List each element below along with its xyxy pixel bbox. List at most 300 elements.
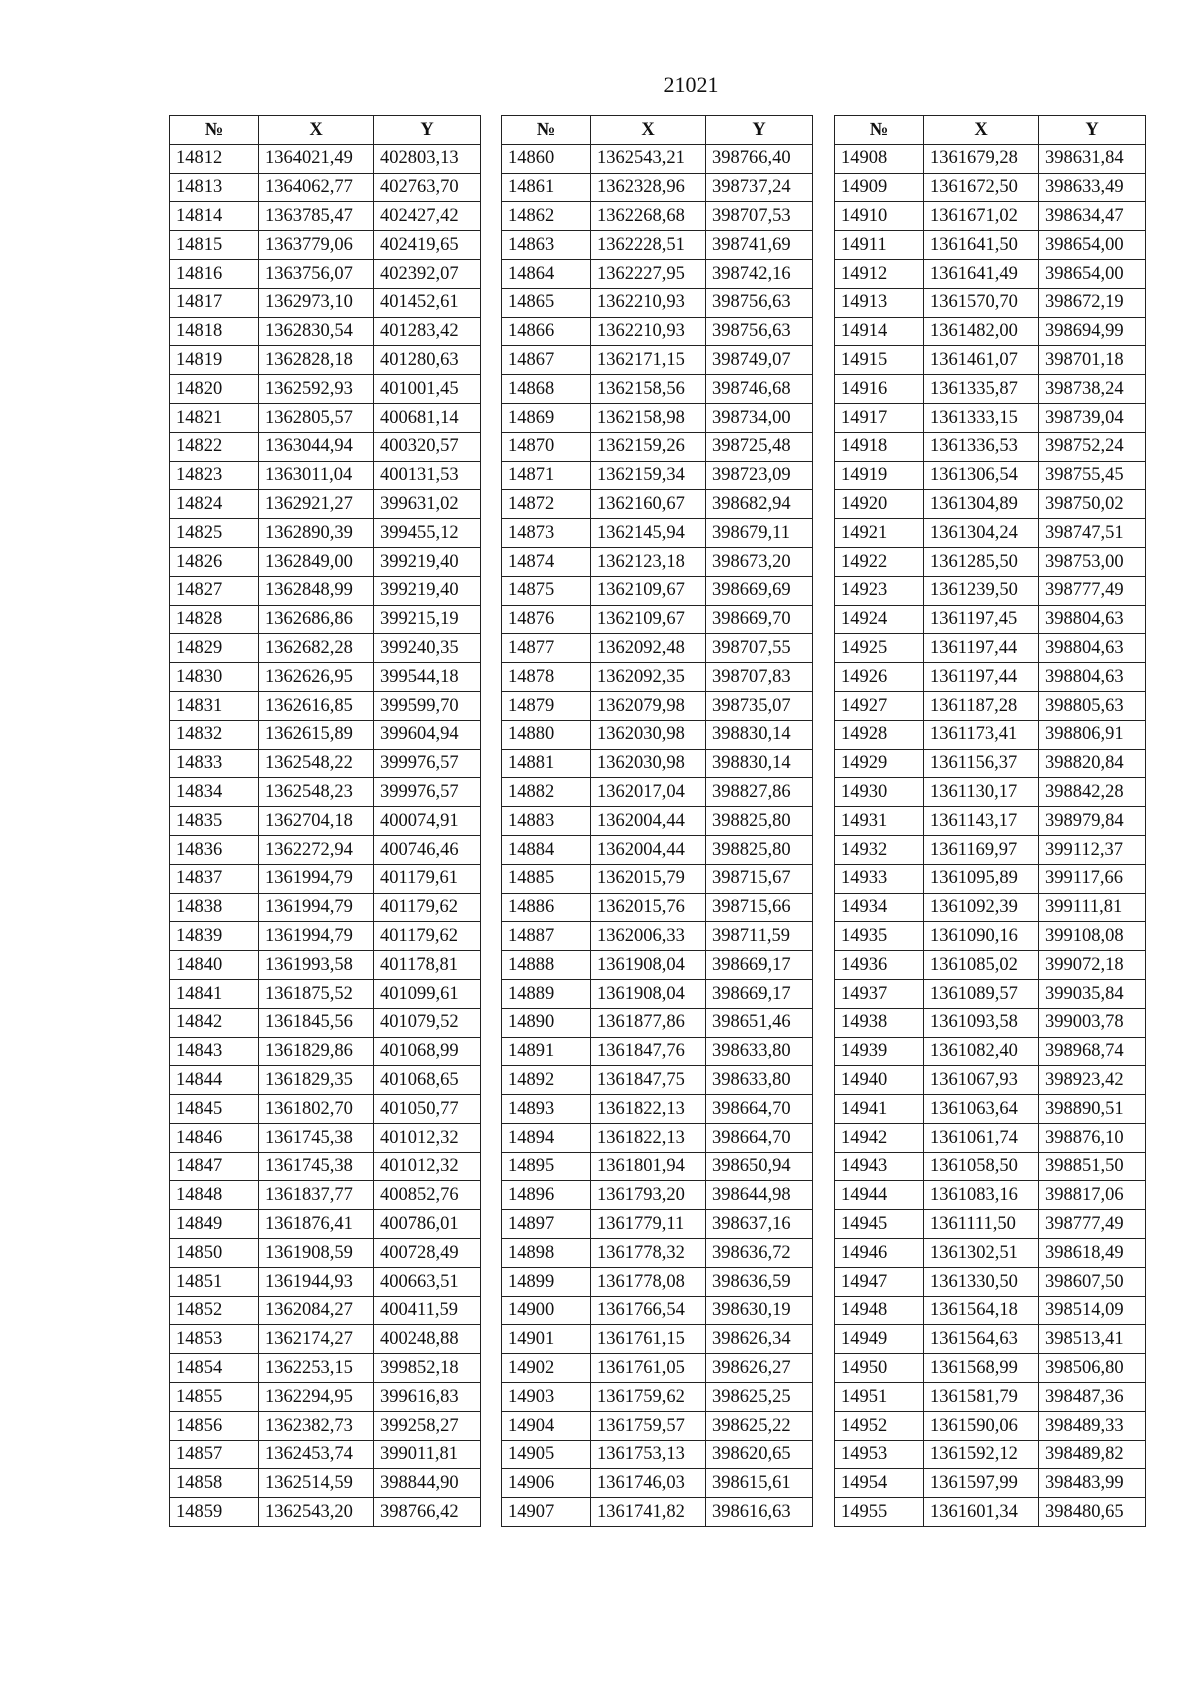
point-number-cell: 14920: [835, 490, 924, 519]
x-coordinate-cell: 1362092,48: [591, 634, 706, 663]
x-coordinate-cell: 1361875,52: [259, 979, 374, 1008]
point-number-cell: 14830: [170, 663, 259, 692]
table-row: [170, 922, 481, 951]
y-coordinate-cell: 400852,76: [374, 1181, 481, 1210]
table-row: [502, 288, 813, 317]
point-number-cell: 14934: [835, 893, 924, 922]
point-number-cell: 14875: [502, 576, 591, 605]
x-coordinate-cell: 1361083,16: [924, 1181, 1039, 1210]
y-coordinate-cell: 398753,00: [1039, 547, 1146, 576]
x-coordinate-cell: 1361093,58: [924, 1008, 1039, 1037]
table-row: [502, 634, 813, 663]
point-number-cell: 14922: [835, 547, 924, 576]
point-number-cell: 14873: [502, 519, 591, 548]
x-coordinate-cell: 1362210,93: [591, 288, 706, 317]
x-coordinate-cell: 1361173,41: [924, 720, 1039, 749]
x-coordinate-cell: 1362123,18: [591, 547, 706, 576]
y-coordinate-cell: 398633,80: [706, 1037, 813, 1066]
point-number-cell: 14951: [835, 1383, 924, 1412]
point-number-cell: 14895: [502, 1152, 591, 1181]
x-coordinate-cell: 1362174,27: [259, 1325, 374, 1354]
point-number-cell: 14865: [502, 288, 591, 317]
y-coordinate-cell: 398749,07: [706, 346, 813, 375]
table-row: [835, 1008, 1146, 1037]
table-row: [502, 605, 813, 634]
point-number-cell: 14863: [502, 231, 591, 260]
x-coordinate-cell: 1362268,68: [591, 202, 706, 231]
y-coordinate-cell: 398664,70: [706, 1095, 813, 1124]
y-coordinate-cell: 398651,46: [706, 1008, 813, 1037]
point-number-cell: 14853: [170, 1325, 259, 1354]
y-coordinate-cell: 399240,35: [374, 634, 481, 663]
x-coordinate-cell: 1361306,54: [924, 461, 1039, 490]
point-number-cell: 14843: [170, 1037, 259, 1066]
table-row: [502, 720, 813, 749]
table-row: [502, 1239, 813, 1268]
y-coordinate-cell: 398766,40: [706, 144, 813, 173]
y-coordinate-cell: 398715,67: [706, 864, 813, 893]
y-coordinate-cell: 398715,66: [706, 893, 813, 922]
y-coordinate-cell: 398637,16: [706, 1210, 813, 1239]
table-row: [170, 749, 481, 778]
table-row: [835, 1411, 1146, 1440]
table-row: [502, 893, 813, 922]
point-number-cell: 14814: [170, 202, 259, 231]
point-number-cell: 14921: [835, 519, 924, 548]
point-number-cell: 14898: [502, 1239, 591, 1268]
table-row: [835, 951, 1146, 980]
point-number-cell: 14891: [502, 1037, 591, 1066]
y-coordinate-cell: 398489,82: [1039, 1440, 1146, 1469]
point-number-cell: 14860: [502, 144, 591, 173]
point-number-cell: 14872: [502, 490, 591, 519]
x-coordinate-cell: 1361993,58: [259, 951, 374, 980]
table-row: [502, 144, 813, 173]
point-number-cell: 14825: [170, 519, 259, 548]
table-row: [170, 951, 481, 980]
point-number-cell: 14857: [170, 1440, 259, 1469]
table-row: [502, 346, 813, 375]
point-number-cell: 14942: [835, 1123, 924, 1152]
table-row: [170, 807, 481, 836]
y-coordinate-cell: 398734,00: [706, 403, 813, 432]
x-coordinate-cell: 1361679,28: [924, 144, 1039, 173]
table-row: [170, 519, 481, 548]
x-coordinate-cell: 1362084,27: [259, 1296, 374, 1325]
x-coordinate-cell: 1361802,70: [259, 1095, 374, 1124]
y-coordinate-cell: 402392,07: [374, 259, 481, 288]
table-row: [170, 173, 481, 202]
point-number-cell: 14845: [170, 1095, 259, 1124]
point-number-cell: 14871: [502, 461, 591, 490]
point-number-cell: 14910: [835, 202, 924, 231]
table-row: [835, 605, 1146, 634]
y-coordinate-cell: 398650,94: [706, 1152, 813, 1181]
x-coordinate-cell: 1361095,89: [924, 864, 1039, 893]
x-coordinate-cell: 1361570,70: [924, 288, 1039, 317]
table-row: [170, 778, 481, 807]
y-coordinate-cell: 398669,69: [706, 576, 813, 605]
y-coordinate-cell: 399035,84: [1039, 979, 1146, 1008]
header-number: №: [170, 116, 259, 145]
y-coordinate-cell: 398625,25: [706, 1383, 813, 1412]
table-row: [835, 864, 1146, 893]
table-row: [502, 432, 813, 461]
table-row: [170, 547, 481, 576]
point-number-cell: 14840: [170, 951, 259, 980]
y-coordinate-cell: 398756,63: [706, 288, 813, 317]
x-coordinate-cell: 1362210,93: [591, 317, 706, 346]
table-row: [502, 1008, 813, 1037]
table-row: [835, 749, 1146, 778]
x-coordinate-cell: 1361302,51: [924, 1239, 1039, 1268]
x-coordinate-cell: 1363779,06: [259, 231, 374, 260]
table-row: [502, 461, 813, 490]
x-coordinate-cell: 1361568,99: [924, 1354, 1039, 1383]
y-coordinate-cell: 398625,22: [706, 1411, 813, 1440]
point-number-cell: 14828: [170, 605, 259, 634]
y-coordinate-cell: 398636,72: [706, 1239, 813, 1268]
x-coordinate-cell: 1361590,06: [924, 1411, 1039, 1440]
point-number-cell: 14897: [502, 1210, 591, 1239]
point-number-cell: 14914: [835, 317, 924, 346]
table-row: [835, 461, 1146, 490]
header-number: №: [835, 116, 924, 145]
table-row: [170, 1239, 481, 1268]
y-coordinate-cell: 398725,48: [706, 432, 813, 461]
table-row: [502, 259, 813, 288]
y-coordinate-cell: 398514,09: [1039, 1296, 1146, 1325]
table-row: [835, 547, 1146, 576]
x-coordinate-cell: 1361336,53: [924, 432, 1039, 461]
x-coordinate-cell: 1361994,79: [259, 864, 374, 893]
point-number-cell: 14854: [170, 1354, 259, 1383]
point-number-cell: 14919: [835, 461, 924, 490]
coordinate-table-1: [169, 115, 481, 1527]
x-coordinate-cell: 1361482,00: [924, 317, 1039, 346]
y-coordinate-cell: 398626,34: [706, 1325, 813, 1354]
y-coordinate-cell: 398620,65: [706, 1440, 813, 1469]
table-row: [502, 317, 813, 346]
y-coordinate-cell: 398633,49: [1039, 173, 1146, 202]
y-coordinate-cell: 400411,59: [374, 1296, 481, 1325]
table-row: [502, 1383, 813, 1412]
x-coordinate-cell: 1361845,56: [259, 1008, 374, 1037]
table-row: [835, 259, 1146, 288]
x-coordinate-cell: 1361876,41: [259, 1210, 374, 1239]
x-coordinate-cell: 1362004,44: [591, 835, 706, 864]
point-number-cell: 14856: [170, 1411, 259, 1440]
point-number-cell: 14932: [835, 835, 924, 864]
x-coordinate-cell: 1362828,18: [259, 346, 374, 375]
point-number-cell: 14907: [502, 1498, 591, 1527]
y-coordinate-cell: 398890,51: [1039, 1095, 1146, 1124]
x-coordinate-cell: 1361829,86: [259, 1037, 374, 1066]
y-coordinate-cell: 399631,02: [374, 490, 481, 519]
point-number-cell: 14824: [170, 490, 259, 519]
y-coordinate-cell: 398806,91: [1039, 720, 1146, 749]
table-row: [502, 576, 813, 605]
point-number-cell: 14915: [835, 346, 924, 375]
y-coordinate-cell: 398707,55: [706, 634, 813, 663]
x-coordinate-cell: 1362328,96: [591, 173, 706, 202]
point-number-cell: 14902: [502, 1354, 591, 1383]
x-coordinate-cell: 1362109,67: [591, 605, 706, 634]
x-coordinate-cell: 1362171,15: [591, 346, 706, 375]
x-coordinate-cell: 1361058,50: [924, 1152, 1039, 1181]
table-row: [170, 346, 481, 375]
point-number-cell: 14939: [835, 1037, 924, 1066]
x-coordinate-cell: 1361092,39: [924, 893, 1039, 922]
y-coordinate-cell: 398738,24: [1039, 375, 1146, 404]
point-number-cell: 14930: [835, 778, 924, 807]
x-coordinate-cell: 1362686,86: [259, 605, 374, 634]
y-coordinate-cell: 399108,08: [1039, 922, 1146, 951]
y-coordinate-cell: 398669,17: [706, 951, 813, 980]
point-number-cell: 14917: [835, 403, 924, 432]
point-number-cell: 14844: [170, 1066, 259, 1095]
table-row: [170, 864, 481, 893]
y-coordinate-cell: 401179,62: [374, 922, 481, 951]
x-coordinate-cell: 1361801,94: [591, 1152, 706, 1181]
x-coordinate-cell: 1361908,04: [591, 979, 706, 1008]
y-coordinate-cell: 398630,19: [706, 1296, 813, 1325]
point-number-cell: 14861: [502, 173, 591, 202]
point-number-cell: 14901: [502, 1325, 591, 1354]
y-coordinate-cell: 401179,61: [374, 864, 481, 893]
y-coordinate-cell: 399455,12: [374, 519, 481, 548]
point-number-cell: 14955: [835, 1498, 924, 1527]
x-coordinate-cell: 1361672,50: [924, 173, 1039, 202]
table-row: [835, 144, 1146, 173]
y-coordinate-cell: 400746,46: [374, 835, 481, 864]
x-coordinate-cell: 1364021,49: [259, 144, 374, 173]
table-row: [502, 547, 813, 576]
point-number-cell: 14869: [502, 403, 591, 432]
point-number-cell: 14905: [502, 1440, 591, 1469]
table-row: [170, 144, 481, 173]
x-coordinate-cell: 1362626,95: [259, 663, 374, 692]
table-row: [502, 1296, 813, 1325]
table-row: [170, 720, 481, 749]
x-coordinate-cell: 1362830,54: [259, 317, 374, 346]
y-coordinate-cell: 398968,74: [1039, 1037, 1146, 1066]
x-coordinate-cell: 1361581,79: [924, 1383, 1039, 1412]
y-coordinate-cell: 401050,77: [374, 1095, 481, 1124]
header-x: X: [259, 116, 374, 145]
point-number-cell: 14916: [835, 375, 924, 404]
y-coordinate-cell: 398804,63: [1039, 663, 1146, 692]
table-row: [170, 1066, 481, 1095]
x-coordinate-cell: 1361847,76: [591, 1037, 706, 1066]
y-coordinate-cell: 401001,45: [374, 375, 481, 404]
table-row: [502, 864, 813, 893]
y-coordinate-cell: 401452,61: [374, 288, 481, 317]
x-coordinate-cell: 1363785,47: [259, 202, 374, 231]
x-coordinate-cell: 1362228,51: [591, 231, 706, 260]
table-row: [170, 1498, 481, 1527]
point-number-cell: 14943: [835, 1152, 924, 1181]
point-number-cell: 14911: [835, 231, 924, 260]
y-coordinate-cell: 401012,32: [374, 1152, 481, 1181]
point-number-cell: 14889: [502, 979, 591, 1008]
y-coordinate-cell: 398682,94: [706, 490, 813, 519]
x-coordinate-cell: 1362682,28: [259, 634, 374, 663]
table-row: [502, 490, 813, 519]
table-row: [835, 202, 1146, 231]
x-coordinate-cell: 1361753,13: [591, 1440, 706, 1469]
point-number-cell: 14852: [170, 1296, 259, 1325]
table-row: [170, 288, 481, 317]
point-number-cell: 14906: [502, 1469, 591, 1498]
table-row: [502, 1411, 813, 1440]
point-number-cell: 14813: [170, 173, 259, 202]
x-coordinate-cell: 1361597,99: [924, 1469, 1039, 1498]
point-number-cell: 14903: [502, 1383, 591, 1412]
y-coordinate-cell: 398636,59: [706, 1267, 813, 1296]
table-row: [502, 1037, 813, 1066]
x-coordinate-cell: 1361746,03: [591, 1469, 706, 1498]
table-row: [835, 893, 1146, 922]
table-row: [502, 807, 813, 836]
y-coordinate-cell: 398634,47: [1039, 202, 1146, 231]
table-row: [835, 1498, 1146, 1527]
point-number-cell: 14876: [502, 605, 591, 634]
x-coordinate-cell: 1362548,22: [259, 749, 374, 778]
y-coordinate-cell: 402803,13: [374, 144, 481, 173]
x-coordinate-cell: 1361766,54: [591, 1296, 706, 1325]
table-row: [835, 1383, 1146, 1412]
table-row: [835, 490, 1146, 519]
y-coordinate-cell: 398752,24: [1039, 432, 1146, 461]
table-row: [170, 979, 481, 1008]
point-number-cell: 14823: [170, 461, 259, 490]
point-number-cell: 14912: [835, 259, 924, 288]
table-row: [502, 1095, 813, 1124]
y-coordinate-cell: 400786,01: [374, 1210, 481, 1239]
x-coordinate-cell: 1362006,33: [591, 922, 706, 951]
point-number-cell: 14822: [170, 432, 259, 461]
y-coordinate-cell: 398489,33: [1039, 1411, 1146, 1440]
y-coordinate-cell: 401068,99: [374, 1037, 481, 1066]
table-row: [170, 1296, 481, 1325]
point-number-cell: 14868: [502, 375, 591, 404]
table-row: [835, 1296, 1146, 1325]
coordinate-table-3: [834, 115, 1146, 1527]
point-number-cell: 14947: [835, 1267, 924, 1296]
header-y: Y: [706, 116, 813, 145]
table-row: [170, 576, 481, 605]
header-x: X: [591, 116, 706, 145]
x-coordinate-cell: 1362616,85: [259, 691, 374, 720]
header-number: №: [502, 116, 591, 145]
header-row: [502, 116, 813, 145]
x-coordinate-cell: 1361829,35: [259, 1066, 374, 1095]
header-x: X: [924, 116, 1039, 145]
x-coordinate-cell: 1361759,62: [591, 1383, 706, 1412]
point-number-cell: 14950: [835, 1354, 924, 1383]
point-number-cell: 14890: [502, 1008, 591, 1037]
table-row: [835, 1210, 1146, 1239]
x-coordinate-cell: 1362017,04: [591, 778, 706, 807]
table-row: [835, 1440, 1146, 1469]
point-number-cell: 14842: [170, 1008, 259, 1037]
table-row: [170, 1267, 481, 1296]
point-number-cell: 14924: [835, 605, 924, 634]
point-number-cell: 14816: [170, 259, 259, 288]
x-coordinate-cell: 1362109,67: [591, 576, 706, 605]
y-coordinate-cell: 401280,63: [374, 346, 481, 375]
x-coordinate-cell: 1362160,67: [591, 490, 706, 519]
y-coordinate-cell: 400728,49: [374, 1239, 481, 1268]
x-coordinate-cell: 1362921,27: [259, 490, 374, 519]
x-coordinate-cell: 1361837,77: [259, 1181, 374, 1210]
x-coordinate-cell: 1362158,98: [591, 403, 706, 432]
y-coordinate-cell: 401099,61: [374, 979, 481, 1008]
table-row: [835, 1469, 1146, 1498]
point-number-cell: 14918: [835, 432, 924, 461]
y-coordinate-cell: 399258,27: [374, 1411, 481, 1440]
y-coordinate-cell: 398777,49: [1039, 576, 1146, 605]
y-coordinate-cell: 398672,19: [1039, 288, 1146, 317]
point-number-cell: 14832: [170, 720, 259, 749]
y-coordinate-cell: 398707,53: [706, 202, 813, 231]
x-coordinate-cell: 1361197,45: [924, 605, 1039, 634]
table-row: [170, 634, 481, 663]
y-coordinate-cell: 398747,51: [1039, 519, 1146, 548]
point-number-cell: 14839: [170, 922, 259, 951]
x-coordinate-cell: 1361085,02: [924, 951, 1039, 980]
y-coordinate-cell: 398742,16: [706, 259, 813, 288]
table-row: [170, 1469, 481, 1498]
x-coordinate-cell: 1361335,87: [924, 375, 1039, 404]
y-coordinate-cell: 398723,09: [706, 461, 813, 490]
point-number-cell: 14866: [502, 317, 591, 346]
point-number-cell: 14949: [835, 1325, 924, 1354]
point-number-cell: 14836: [170, 835, 259, 864]
y-coordinate-cell: 398923,42: [1039, 1066, 1146, 1095]
table-row: [170, 1383, 481, 1412]
point-number-cell: 14862: [502, 202, 591, 231]
y-coordinate-cell: 398506,80: [1039, 1354, 1146, 1383]
point-number-cell: 14831: [170, 691, 259, 720]
table-row: [502, 1181, 813, 1210]
x-coordinate-cell: 1361908,04: [591, 951, 706, 980]
x-coordinate-cell: 1362849,00: [259, 547, 374, 576]
y-coordinate-cell: 398483,99: [1039, 1469, 1146, 1498]
point-number-cell: 14880: [502, 720, 591, 749]
x-coordinate-cell: 1362805,57: [259, 403, 374, 432]
y-coordinate-cell: 400131,53: [374, 461, 481, 490]
point-number-cell: 14900: [502, 1296, 591, 1325]
y-coordinate-cell: 400663,51: [374, 1267, 481, 1296]
table-row: [502, 231, 813, 260]
y-coordinate-cell: 402419,65: [374, 231, 481, 260]
x-coordinate-cell: 1361285,50: [924, 547, 1039, 576]
x-coordinate-cell: 1361908,59: [259, 1239, 374, 1268]
y-coordinate-cell: 399003,78: [1039, 1008, 1146, 1037]
point-number-cell: 14878: [502, 663, 591, 692]
table-row: [170, 1037, 481, 1066]
table-row: [835, 720, 1146, 749]
table-row: [835, 173, 1146, 202]
x-coordinate-cell: 1361333,15: [924, 403, 1039, 432]
table-row: [170, 375, 481, 404]
table-row: [170, 893, 481, 922]
table-row: [502, 173, 813, 202]
point-number-cell: 14929: [835, 749, 924, 778]
y-coordinate-cell: 400248,88: [374, 1325, 481, 1354]
